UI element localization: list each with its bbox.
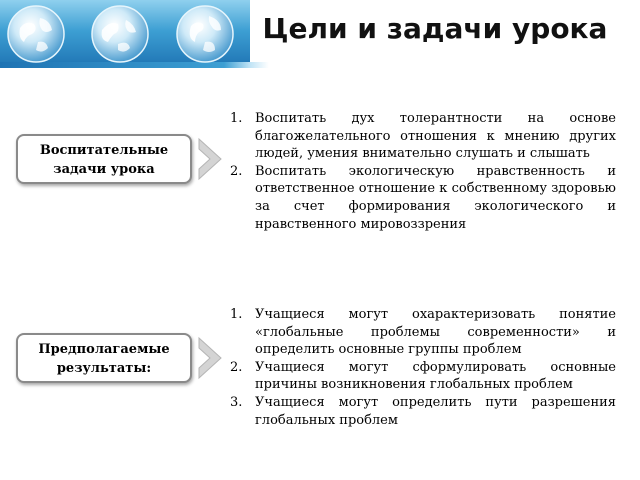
list-item-text: Воспитать дух толерантности на основе благожелательного отношения к мнению других людей, умения внимательно слушать и слышать [255, 111, 616, 162]
list-item-number: 2. [230, 163, 243, 179]
list-item-number: 3. [230, 394, 243, 410]
list-item-text: Учащиеся могут сформулировать основные причины возникновения глобальных проблем [255, 359, 616, 393]
educational-tasks-list [230, 110, 616, 233]
list-item-number: 1. [230, 307, 243, 322]
list-item [230, 306, 616, 359]
globe-icon [175, 4, 235, 64]
expected-results-list [230, 306, 616, 429]
section-label-educational-tasks: Воспитательные задачи урока [16, 134, 192, 184]
list-item-number: 2. [230, 359, 243, 375]
list-item [230, 163, 616, 233]
list-item-text: Учащиеся могут охарактеризовать понятие «глобальные проблемы современности» и определить основные группы проблем [255, 307, 616, 358]
list-item [230, 394, 616, 429]
list-item [230, 359, 616, 394]
list-item-number: 1. [230, 111, 243, 126]
list-item-text: Учащиеся могут определить пути разрешения глобальных проблем [255, 394, 616, 428]
chevron-right-icon [197, 336, 223, 380]
section-label-expected-results: Предполагаемые результаты: [16, 333, 192, 383]
list-item [230, 110, 616, 163]
list-item-text: Воспитать экологическую нравственность и ответственное отношение к собственному здоровью за счет формирования экологического и нравственного мировоззрения [255, 163, 616, 232]
globe-icon [90, 4, 150, 64]
page-title: Цели и задачи урока [262, 12, 608, 45]
globe-icon [6, 4, 66, 64]
chevron-right-icon [197, 137, 223, 181]
